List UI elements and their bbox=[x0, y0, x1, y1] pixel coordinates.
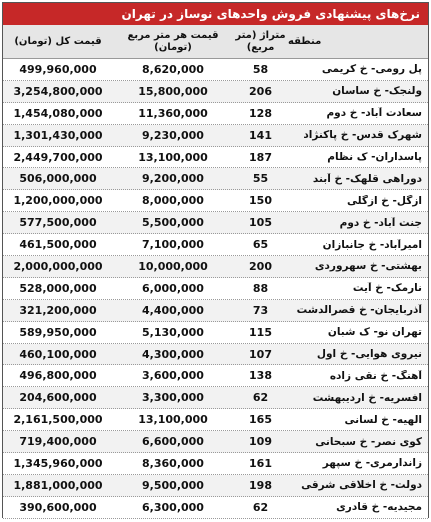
cell-region: نیروی هوایی- خ اول bbox=[316, 348, 422, 361]
cell-price-per-m2: 11,360,000 bbox=[138, 106, 208, 120]
cell-total-price: 496,800,000 bbox=[19, 369, 97, 383]
cell-price-per-m2: 6,000,000 bbox=[142, 281, 204, 295]
cell-total-price: 2,161,500,000 bbox=[13, 413, 103, 427]
cell-total-price: 3,254,800,000 bbox=[13, 84, 103, 98]
cell-region: پاسداران- ک نظام bbox=[327, 151, 422, 163]
table-row bbox=[3, 431, 428, 453]
cell-total-price: 2,000,000,000 bbox=[13, 259, 103, 273]
cell-price-per-m2: 8,620,000 bbox=[142, 62, 204, 76]
table-row bbox=[3, 300, 428, 322]
cell-price-per-m2: 4,400,000 bbox=[142, 303, 204, 317]
cell-area: 150 bbox=[249, 194, 272, 208]
cell-area: 55 bbox=[252, 172, 269, 186]
table-row bbox=[3, 322, 428, 344]
cell-area: 138 bbox=[249, 369, 272, 383]
table-row bbox=[3, 387, 428, 409]
table-header bbox=[3, 25, 428, 59]
cell-area: 128 bbox=[249, 106, 272, 120]
table-row bbox=[3, 103, 428, 125]
table-row bbox=[3, 278, 428, 300]
cell-area: 206 bbox=[249, 84, 272, 98]
cell-total-price: 1,200,000,000 bbox=[13, 194, 103, 208]
cell-region: الهیه- خ لسانی bbox=[344, 413, 422, 426]
cell-price-per-m2: 13,100,000 bbox=[138, 413, 208, 427]
cell-total-price: 204,600,000 bbox=[19, 391, 97, 405]
cell-area: 141 bbox=[249, 128, 272, 142]
cell-region: شهرک قدس- خ پاکنژاد bbox=[303, 129, 422, 142]
cell-total-price: 321,200,000 bbox=[19, 303, 97, 317]
header-region: منطقه bbox=[288, 35, 322, 47]
table-row bbox=[3, 59, 428, 81]
cell-area: 65 bbox=[252, 238, 269, 252]
cell-area: 62 bbox=[252, 391, 269, 405]
table-row bbox=[3, 81, 428, 103]
cell-region: پل رومی- خ کریمی bbox=[321, 63, 422, 76]
cell-price-per-m2: 9,500,000 bbox=[142, 478, 204, 492]
cell-area: 105 bbox=[249, 216, 272, 230]
table-row bbox=[3, 125, 428, 147]
cell-total-price: 528,000,000 bbox=[19, 281, 97, 295]
cell-region: آذربایجان- خ قصرالدشت bbox=[296, 304, 422, 317]
cell-region: نارمک- خ آیت bbox=[352, 282, 422, 295]
cell-area: 200 bbox=[249, 259, 272, 273]
cell-area: 88 bbox=[252, 281, 269, 295]
cell-region: سعادت آباد- خ دوم bbox=[326, 107, 422, 120]
cell-total-price: 506,000,000 bbox=[19, 172, 97, 186]
table-row bbox=[3, 475, 428, 497]
table-row bbox=[3, 344, 428, 366]
table-row bbox=[3, 409, 428, 431]
table-row bbox=[3, 453, 428, 475]
cell-price-per-m2: 15,800,000 bbox=[138, 84, 208, 98]
price-table-sheet bbox=[2, 2, 429, 518]
table-row bbox=[3, 190, 428, 212]
cell-total-price: 2,449,700,000 bbox=[13, 150, 103, 164]
cell-total-price: 1,345,960,000 bbox=[13, 456, 103, 470]
cell-total-price: 1,881,000,000 bbox=[13, 478, 103, 492]
cell-price-per-m2: 13,100,000 bbox=[138, 150, 208, 164]
cell-price-per-m2: 6,300,000 bbox=[142, 500, 204, 514]
cell-region: زاندارمری- خ سپهر bbox=[322, 457, 422, 470]
cell-price-per-m2: 7,100,000 bbox=[142, 238, 204, 252]
cell-region: امیرآباد- خ جانبازان bbox=[322, 238, 422, 251]
cell-area: 161 bbox=[249, 456, 272, 470]
cell-area: 198 bbox=[249, 478, 272, 492]
table-body bbox=[3, 59, 428, 519]
cell-area: 62 bbox=[252, 500, 269, 514]
cell-total-price: 460,100,000 bbox=[19, 347, 97, 361]
table-row bbox=[3, 497, 428, 519]
cell-price-per-m2: 8,360,000 bbox=[142, 456, 204, 470]
cell-price-per-m2: 4,300,000 bbox=[142, 347, 204, 361]
cell-total-price: 1,454,080,000 bbox=[13, 106, 103, 120]
cell-area: 187 bbox=[249, 150, 272, 164]
cell-region: ولنجک- خ ساسان bbox=[332, 85, 422, 98]
table-row bbox=[3, 365, 428, 387]
cell-region: جنت آباد- خ دوم bbox=[339, 216, 422, 229]
cell-price-per-m2: 9,200,000 bbox=[142, 172, 204, 186]
cell-total-price: 461,500,000 bbox=[19, 238, 97, 252]
header-price-per-m2: قیمت هر متر مربع (تومان) bbox=[127, 29, 219, 53]
cell-area: 73 bbox=[252, 303, 269, 317]
cell-region: بهشتی- خ سهروردی bbox=[314, 260, 422, 273]
cell-total-price: 499,960,000 bbox=[19, 62, 97, 76]
table-row bbox=[3, 147, 428, 169]
cell-price-per-m2: 5,500,000 bbox=[142, 216, 204, 230]
table-row bbox=[3, 234, 428, 256]
table-row bbox=[3, 212, 428, 234]
cell-area: 115 bbox=[249, 325, 272, 339]
cell-area: 107 bbox=[249, 347, 272, 361]
cell-region: آهنگ- خ نقی زاده bbox=[329, 369, 422, 382]
cell-area: 109 bbox=[249, 435, 272, 449]
cell-price-per-m2: 10,000,000 bbox=[138, 259, 208, 273]
cell-total-price: 719,400,000 bbox=[19, 435, 97, 449]
cell-price-per-m2: 5,130,000 bbox=[142, 325, 204, 339]
cell-price-per-m2: 3,300,000 bbox=[142, 391, 204, 405]
header-area: متراژ (متر مربع) bbox=[235, 29, 286, 53]
cell-total-price: 1,301,430,000 bbox=[13, 128, 103, 142]
cell-price-per-m2: 9,230,000 bbox=[142, 128, 204, 142]
cell-region: ازگل- خ ازگلی bbox=[346, 194, 422, 207]
cell-price-per-m2: 8,000,000 bbox=[142, 194, 204, 208]
cell-region: کوی نصر- خ سبحانی bbox=[315, 435, 422, 448]
cell-region: دوراهی قلهک- خ آبند bbox=[312, 172, 422, 185]
cell-region: افسریه- خ اردیبهشت bbox=[312, 391, 422, 404]
cell-area: 58 bbox=[252, 62, 269, 76]
cell-price-per-m2: 6,600,000 bbox=[142, 435, 204, 449]
cell-price-per-m2: 3,600,000 bbox=[142, 369, 204, 383]
cell-total-price: 589,950,000 bbox=[19, 325, 97, 339]
cell-total-price: 390,600,000 bbox=[19, 500, 97, 514]
cell-region: مجیدیه- خ قادری bbox=[336, 501, 422, 514]
cell-total-price: 577,500,000 bbox=[19, 216, 97, 230]
table-row bbox=[3, 256, 428, 278]
cell-region: دولت- خ اخلاقی شرقی bbox=[301, 479, 422, 492]
table-row bbox=[3, 168, 428, 190]
header-total-price: قیمت کل (تومان) bbox=[14, 35, 102, 47]
cell-area: 165 bbox=[249, 413, 272, 427]
table-title: نرخ‌های پیشنهادی فروش واحدهای نوساز در تهران bbox=[3, 3, 428, 25]
cell-region: تهران نو- ک شبان bbox=[327, 326, 422, 339]
